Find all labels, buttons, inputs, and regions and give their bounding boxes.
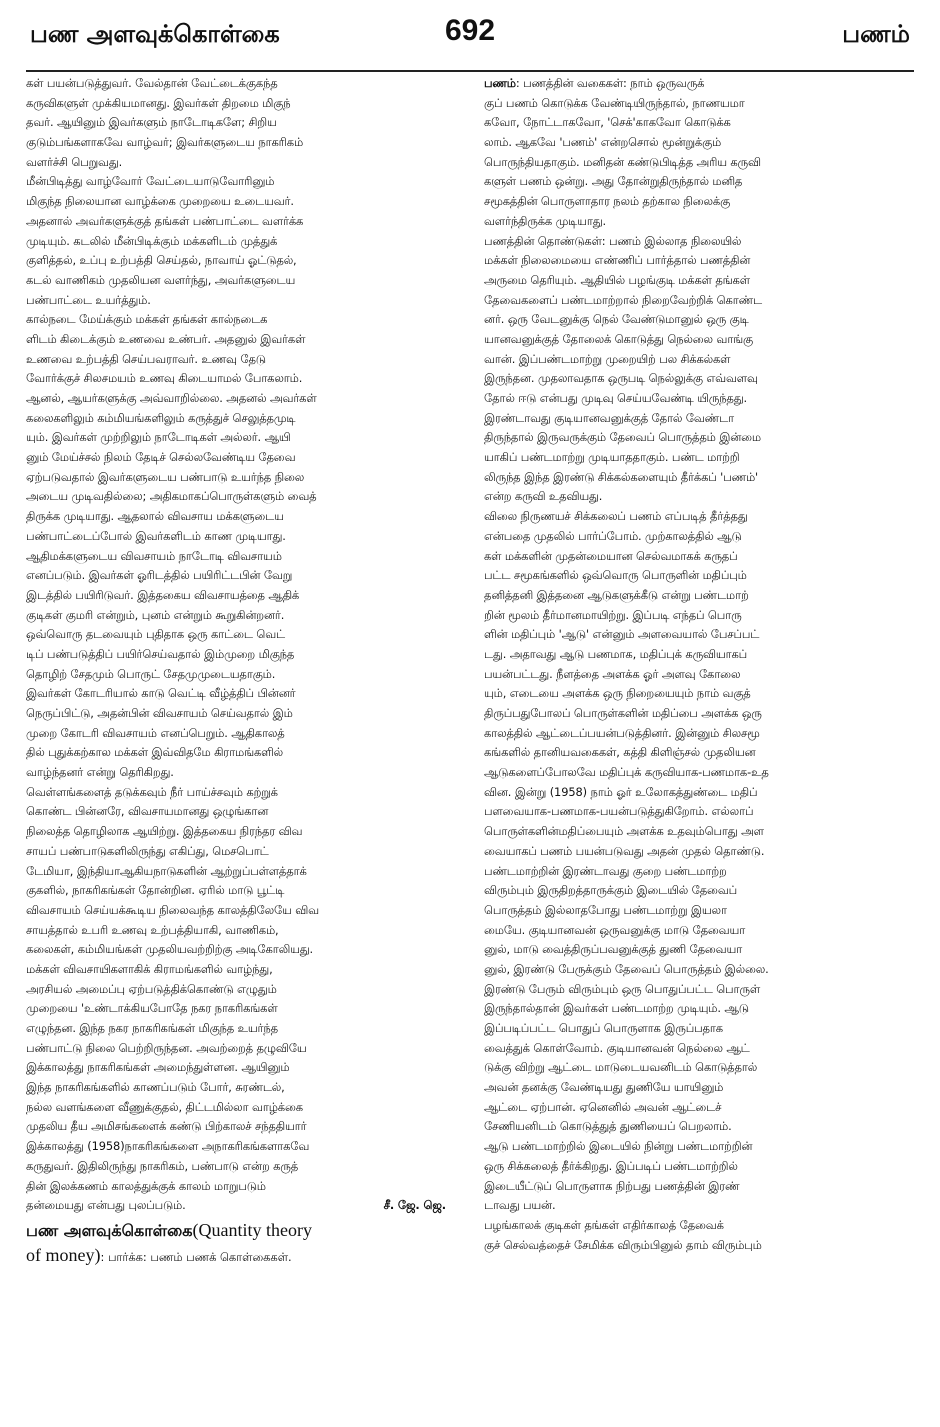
text-line: இப்படிப்பட்ட பொதுப் பொருளாக இருப்பதாக <box>484 1021 723 1035</box>
text-line: இடத்தில் பயிரிடுவர். இத்தகைய விவசாயத்தை ஆதிக் <box>26 587 300 602</box>
text-line: அருமை தெரியும். ஆதியில் பழங்குடி மக்கள் தங்கள் <box>484 272 750 287</box>
text-line: இக்காலத்து (1958)நாகரிகங்களை அநாகரிகங்களாகவே <box>26 1139 310 1154</box>
text-line: திருக்க முடியாது. ஆதலால் விவசாய மக்களுடைய <box>26 509 284 524</box>
header-rule <box>26 70 914 72</box>
entry-title-english-2: of money) <box>26 1244 101 1265</box>
text-line: ஒரு சிக்கலைத் தீர்க்கிறது. இப்படிப் பண்டமாற்றில் <box>484 1158 738 1173</box>
text-line: உணவை உற்பத்தி செய்பவராவர். உணவு தேடு <box>26 351 266 366</box>
text-line: மக்கள் விவசாயிகளாகிக் கிராமங்களில் வாழ்ந்து, <box>26 961 273 976</box>
text-line: ஒவ்வொரு தடவையும் புதிதாக ஒரு காட்டை வெட் <box>26 627 285 642</box>
text-line: வையாகப் பணம் பயன்படுவது அதன் முதல் தொண்டு. <box>484 843 765 858</box>
text-line: இந்த நாகரிகங்களில் காணப்படும் போர், சுரண்டல், <box>26 1080 285 1095</box>
text-line: மக்கள் நிலைமையை எண்ணிப் பார்த்தால் பணத்தின் <box>484 253 751 268</box>
text-line: இருந்தன. முதலாவதாக ஒருபடி நெல்லுக்கு எவ்வளவு <box>484 371 758 386</box>
text-line: முறை கோடரி விவசாயம் எனப்பெறும். ஆதிகாலத் <box>26 725 285 740</box>
text-line: கங்களில் தானியவகைகள், கத்தி கிளிஞ்சல் முதலியன <box>484 745 756 760</box>
text-line: வோர்க்குச் சிலசமயம் உணவு கிடையாமல் போகலாம். <box>26 371 303 386</box>
text-line: களுள் பணம் ஒன்று. அது தோன்றுதிருந்தால் மனித <box>484 174 743 189</box>
text-line: லாம். ஆகவே 'பணம்' என்றசொல் மூன்றுக்கும் <box>484 135 722 150</box>
text-line: மையே. குடியானவன் ஒருவனுக்கு மாடு தேவையா <box>484 922 746 937</box>
text-line: திருந்தால் இருவருக்கும் தேவைப் பொருத்தம் இன்மை <box>484 430 761 445</box>
text-line: றின் மூலம் தீர்மானமாயிற்று. இப்படி எந்தப் பொரு <box>484 607 742 622</box>
text-line: கருவிகளுள் முக்கியமானது. இவர்கள் திறமை மிகுந் <box>26 95 291 110</box>
text-line: டது. அதாவது ஆடு பணமாக, மதிப்புக் கருவியாகப் <box>484 646 748 661</box>
text-line: முறையை 'உண்டாக்கியபோதே நகர நாகரிகங்கள் <box>26 1001 278 1016</box>
text-line: லிருந்த இந்த இரண்டு சிக்கல்களையும் தீர்க்கப் 'பணம்' <box>484 469 759 484</box>
text-line: யும், எடையை அளக்க ஒரு நிறையையும் நாம் வகுத் <box>484 686 751 701</box>
text-line: வின. இன்று (1958) நாம் ஓர் உலோகத்துண்டை மதிப் <box>484 784 758 799</box>
text-line: பண்பாட்டைப்போல் இவர்களிடம் காண முடியாது. <box>26 528 286 543</box>
text-line: எழுந்தன. இந்த நகர நாகரிகங்கள் மிகுந்த உயர்ந்த <box>26 1021 278 1035</box>
text-line: முதலிய தீய அமிசங்களைக் கண்டு பிற்காலச் சந்ததியார் <box>26 1119 307 1134</box>
article-signature-line <box>26 1196 454 1216</box>
text-line: கலைகள், கம்மியங்கள் முதலியவற்றிற்கு அடிகோலியது. <box>26 942 314 957</box>
text-line: சாயத்தால் உபரி உணவு உற்பத்தியாகி, வாணிகம், <box>26 922 279 937</box>
text-line: குகளில், நாகரிகங்கள் தோன்றின. ஏரில் மாடு பூட்டி <box>26 883 285 898</box>
text-line: ளின் மதிப்பும் 'ஆடு' என்னும் அளவையால் பேசப்பட் <box>484 627 760 642</box>
text-line: ஏற்படுவதால் இவர்களுடைய பண்பாடு உயர்ந்த நிலை <box>26 469 305 484</box>
right-column-text <box>484 74 912 1255</box>
left-column-text <box>26 74 454 1196</box>
text-line: எனப்படும். இவர்கள் ஓரிடத்தில் பயிரிட்டபின் வேறு <box>26 568 293 583</box>
text-line: ஆனல், ஆயர்களுக்கு அவ்வாறில்லை. அதனல் அவர்கள் <box>26 391 317 405</box>
text-line: காலத்தில் ஆட்டைப்பயன்படுத்தினர். இன்னும் சிலசமூ <box>484 725 760 740</box>
text-line: இரண்டு பேரும் விரும்பும் ஒரு பொதுப்பட்ட பொருள் <box>484 981 761 996</box>
text-line: பொருள்களின்மதிப்பையும் அளக்க உதவும்பொது அள <box>484 824 764 839</box>
text-line: ஆட்டை ஏற்பான். ஏனெனில் அவன் ஆட்டைச் <box>484 1099 722 1114</box>
text-line: யாகிப் பண்டமாற்று முடியாததாகும். பண்ட மாற்றி <box>484 450 740 465</box>
text-line: முடியும். கடலில் மீன்பிடிக்கும் மக்களிடம் முத்துக் <box>26 233 278 248</box>
entry-heading <box>26 1216 454 1244</box>
text-line: கொண்ட பின்னரே, விவசாயமானது ஒழுங்கான <box>26 804 269 819</box>
text-line: பண்டமாற்றின் இரண்டாவது குறை பண்டமாற்ற <box>484 863 727 878</box>
text-line: நெருப்பிட்டு, அதன்பின் விவசாயம் செய்வதால் இம் <box>26 706 293 720</box>
text-line: குளித்தல், உப்பு உற்பத்தி செய்தல், நாவாய் ஓட்டுதல், <box>26 253 297 268</box>
text-line: டாவது பயன். <box>484 1198 556 1213</box>
last-line-text: தன்மையது என்பது புலப்படும். <box>26 1198 186 1213</box>
text-line: யானவனுக்குத் தோலைக் கொடுத்து நெல்லை வாங்கு <box>484 331 754 346</box>
text-line: தொழிற் சேதமும் பொருட் சேதமுமுடையதாகும். <box>26 666 276 681</box>
text-line: பளவையாக-பணமாக-பயன்படுத்துகிறோம். எல்லாப் <box>484 804 754 819</box>
text-line: வாழ்ந்தனர் என்று தெரிகிறது. <box>26 765 174 780</box>
text-line: பணம்: பணத்தின் வகைகள்: நாம் ஒருவருக் <box>484 76 705 90</box>
running-head-left: பண அளவுக்கொள்கை <box>30 20 280 48</box>
text-line: என்பதை முதலில் பார்ப்போம். முற்காலத்தில் ஆடு <box>484 528 742 543</box>
text-line: இரண்டாவது குடியானவனுக்குத் தோல் வேண்டா <box>484 410 734 425</box>
text-line: பட்ட சமூகங்களில் ஒவ்வொரு பொருளின் மதிப்பும் <box>484 568 747 583</box>
text-line: சமூகத்தின் பொருளாதார நலம் தற்கால நிலைக்கு <box>484 194 731 209</box>
right-column <box>484 74 912 1255</box>
text-line: ஆடுகளைப்போலவே மதிப்புக் கருவியாக-பணமாக-உத <box>484 765 769 780</box>
text-line: கால்நடை மேய்க்கும் மக்கள் தங்கள் கால்நடைக <box>26 312 268 327</box>
text-line: விலை நிருணயச் சிக்கலைப் பணம் எப்படித் தீர்த்தது <box>484 509 748 524</box>
text-line: னர். ஒரு வேடனுக்கு நெல் வேண்டுமானுல் ஒரு குடி <box>484 312 749 327</box>
text-line: தவர். ஆயினும் இவர்களும் நாடோடிகளே; சிறிய <box>26 115 277 130</box>
text-line: வளர்ந்திருக்க முடியாது. <box>484 213 607 228</box>
text-line: நிலைத்த தொழிலாக ஆயிற்று. இத்தகைய நிரந்தர விவ <box>26 824 303 839</box>
text-line: தோல் ஈடு என்பது முடிவு செய்யவேண்டி யிருந்தது. <box>484 391 748 405</box>
text-line: சாயப் பண்பாடுகளிலிருந்து எகிப்து, மெசபொட் <box>26 843 269 858</box>
text-line: தில் புதுக்கற்கால மக்கள் இவ்விதமே கிராமங்களில் <box>26 745 284 760</box>
page-number: 692 <box>444 14 496 47</box>
text-line: கவோ, நோட்டாகவோ, 'செக்'காகவோ கொடுக்க <box>484 115 731 130</box>
text-line: ளிடம் கிடைக்கும் உணவை உண்பர். அதனுல் இவர்கள் <box>26 331 306 346</box>
author-signature: சீ. ஜே. ஜெ. <box>383 1198 446 1213</box>
text-line: ஆதிமக்களுடைய விவசாயம் நாடோடி விவசாயம் <box>26 548 282 563</box>
text-line: வளர்ச்சி பெறுவது. <box>26 154 123 169</box>
text-line: வெள்ளங்களைத் தடுக்கவும் நீர் பாய்ச்சவும் கற்றுக் <box>26 784 278 799</box>
text-line: விரும்பும் இருதிறத்தாருக்கும் இடையில் தேவைப் <box>484 883 737 898</box>
text-line: குடிகள் குமரி என்றும், புனம் என்றும் கூறுகின்றனர். <box>26 607 285 622</box>
text-line: பழங்காலக் குடிகள் தங்கள் எதிர்காலத் தேவைக் <box>484 1217 724 1232</box>
text-line: கள் பயன்படுத்துவர். வேல்தான் வேட்டைக்குகந்த <box>26 76 278 90</box>
text-line: சேணியனிடம் கொடுத்துத் துணியைப் பெறலாம். <box>484 1119 732 1134</box>
text-line: தேவைகளைப் பண்டமாற்றால் நிறைவேற்றிக் கொண்ட <box>484 292 762 307</box>
text-line: பணத்தின் தொண்டுகள்: பணம் இல்லாத நிலையில் <box>484 233 742 248</box>
text-line: தின் இலக்கணம் காலத்துக்குக் காலம் மாறுபடும் <box>26 1178 266 1193</box>
text-line: வைத்துக் கொள்வோம். குடியானவன் நெல்லை ஆட் <box>484 1040 750 1055</box>
page-header <box>30 14 910 64</box>
text-line: கலைகளிலும் கம்மியங்களிலும் கருத்துச் செலுத்தமுடி <box>26 410 296 425</box>
text-line: கள் மக்களின் முதன்மையான செல்வமாகக் கருதப் <box>484 548 738 563</box>
text-line: பண்பாட்டை உயர்த்தும். <box>26 292 151 307</box>
text-line: இவர்கள் கோடரியால் காடு வெட்டி வீழ்த்திப் பின்னர் <box>26 686 296 701</box>
text-line: மிகுந்த நிலையான வாழ்க்கை முறையை உடையவர். <box>26 194 294 209</box>
left-column <box>26 74 454 1266</box>
text-line: இடையீட்டுப் பொருளாக நிற்பது பணத்தின் இரண் <box>484 1178 740 1193</box>
entry-heading-continued <box>26 1244 454 1266</box>
text-line: னுல், மாடு வைத்திருப்பவனுக்குத் துணி தேவையா <box>484 942 743 957</box>
text-line: குச் செல்வத்தைச் சேமிக்க விரும்பினுல் தாம் விரும்பும் <box>484 1237 762 1252</box>
text-line: குப் பணம் கொடுக்க வேண்டியிருந்தால், நாணயமா <box>484 95 745 110</box>
text-line: பொருந்தியதாகும். மனிதன் கண்டுபிடித்த அரிய கருவி <box>484 154 761 169</box>
text-line: அதனால் அவர்களுக்குத் தங்கள் பண்பாட்டை வளர்க்க <box>26 213 304 228</box>
text-line: நல்ல வளங்களை வீணுக்குதல், திட்டமில்லா வாழ்க்கை <box>26 1099 303 1114</box>
text-line: டிப் பண்படுத்திப் பயிர்செய்வதால் இம்முறை மிகுந்த <box>26 646 295 661</box>
text-line: வான். இப்பண்டமாற்று முறையிற் பல சிக்கல்கள் <box>484 351 731 366</box>
text-line: மீன்பிடித்து வாழ்வோர் வேட்டையாடுவோரினும் <box>26 174 275 189</box>
entry-title-english: (Quantity theory <box>192 1219 312 1240</box>
text-line: யும். இவர்கள் முற்றிலும் நாடோடிகள் அல்லர். ஆயி <box>26 430 291 445</box>
text-line: அவன் தனக்கு வேண்டியது துணியே யாயினும் <box>484 1080 724 1095</box>
text-line: கருதுவர். இதிலிருந்து நாகரிகம், பண்பாடு என்ற கருத் <box>26 1158 299 1173</box>
text-line: தனித்தனி இத்தனை ஆடுகளுக்கீடு என்று பண்டமாற் <box>484 587 749 602</box>
text-line: பொருத்தம் இல்லாதபோது பண்டமாற்று இயலா <box>484 902 727 917</box>
text-line: டுக்கு விற்று ஆட்டை மாடுடையவனிடம் கொடுத்தால் <box>484 1060 758 1075</box>
text-line: பயன்பட்டது. நீளத்தை அளக்க ஓர் அளவு கோலை <box>484 666 741 681</box>
text-line: னுல், இரண்டு பேருக்கும் தேவைப் பொருத்தம் இல்லை. <box>484 961 769 976</box>
text-line: இருந்தால்தான் இவர்கள் பண்டமாற்ற முடியும். ஆடு <box>484 1001 749 1016</box>
text-line: திருப்பதுபோலப் பொருள்களின் மதிப்பை அளக்க ஒரு <box>484 706 762 720</box>
entry-see-reference: : பார்க்க: பணம் பணக் கொள்கைகள். <box>100 1249 292 1264</box>
entry-title-tamil: பண அளவுக்கொள்கை <box>26 1220 193 1240</box>
text-line: டேமியா, இந்தியாஆகியநாடுகளின் ஆற்றுப்பள்ளத்தாக் <box>26 863 307 878</box>
text-line: குடும்பங்களாகவே வாழ்வர்; இவர்களுடைய நாகரிகம் <box>26 135 304 150</box>
text-line: விவசாயம் செய்யக்கூடிய நிலைவந்த காலத்திலேயே விவ <box>26 902 319 917</box>
text-line: னும் மேய்ச்சல் நிலம் தேடிச் செல்லவேண்டிய தேவை <box>26 450 296 465</box>
text-line: ஆடு பண்டமாற்றில் இடையில் நின்று பண்டமாற்றின் <box>484 1139 753 1154</box>
entry-headword: பணம் <box>484 76 516 90</box>
text-line: என்ற கருவி உதவியது. <box>484 489 603 504</box>
text-line: அரசியல் அமைப்பு ஏற்படுத்திக்கொண்டு எழுதும் <box>26 981 277 996</box>
text-line: கடல் வாணிகம் முதலியன வளர்ந்து, அவர்களுடைய <box>26 272 296 287</box>
running-head-right: பணம் <box>842 20 910 48</box>
text-line: இக்காலத்து நாகரிகங்கள் அமைந்துள்ளன. ஆயினும் <box>26 1060 290 1075</box>
text-line: பண்பாட்டு நிலை பெற்றிருந்தன. அவற்றைத் தழுவியே <box>26 1040 307 1055</box>
text-line: அடைய முடிவதில்லை; அதிகமாகப்பொருள்களும் வைத் <box>26 489 317 504</box>
